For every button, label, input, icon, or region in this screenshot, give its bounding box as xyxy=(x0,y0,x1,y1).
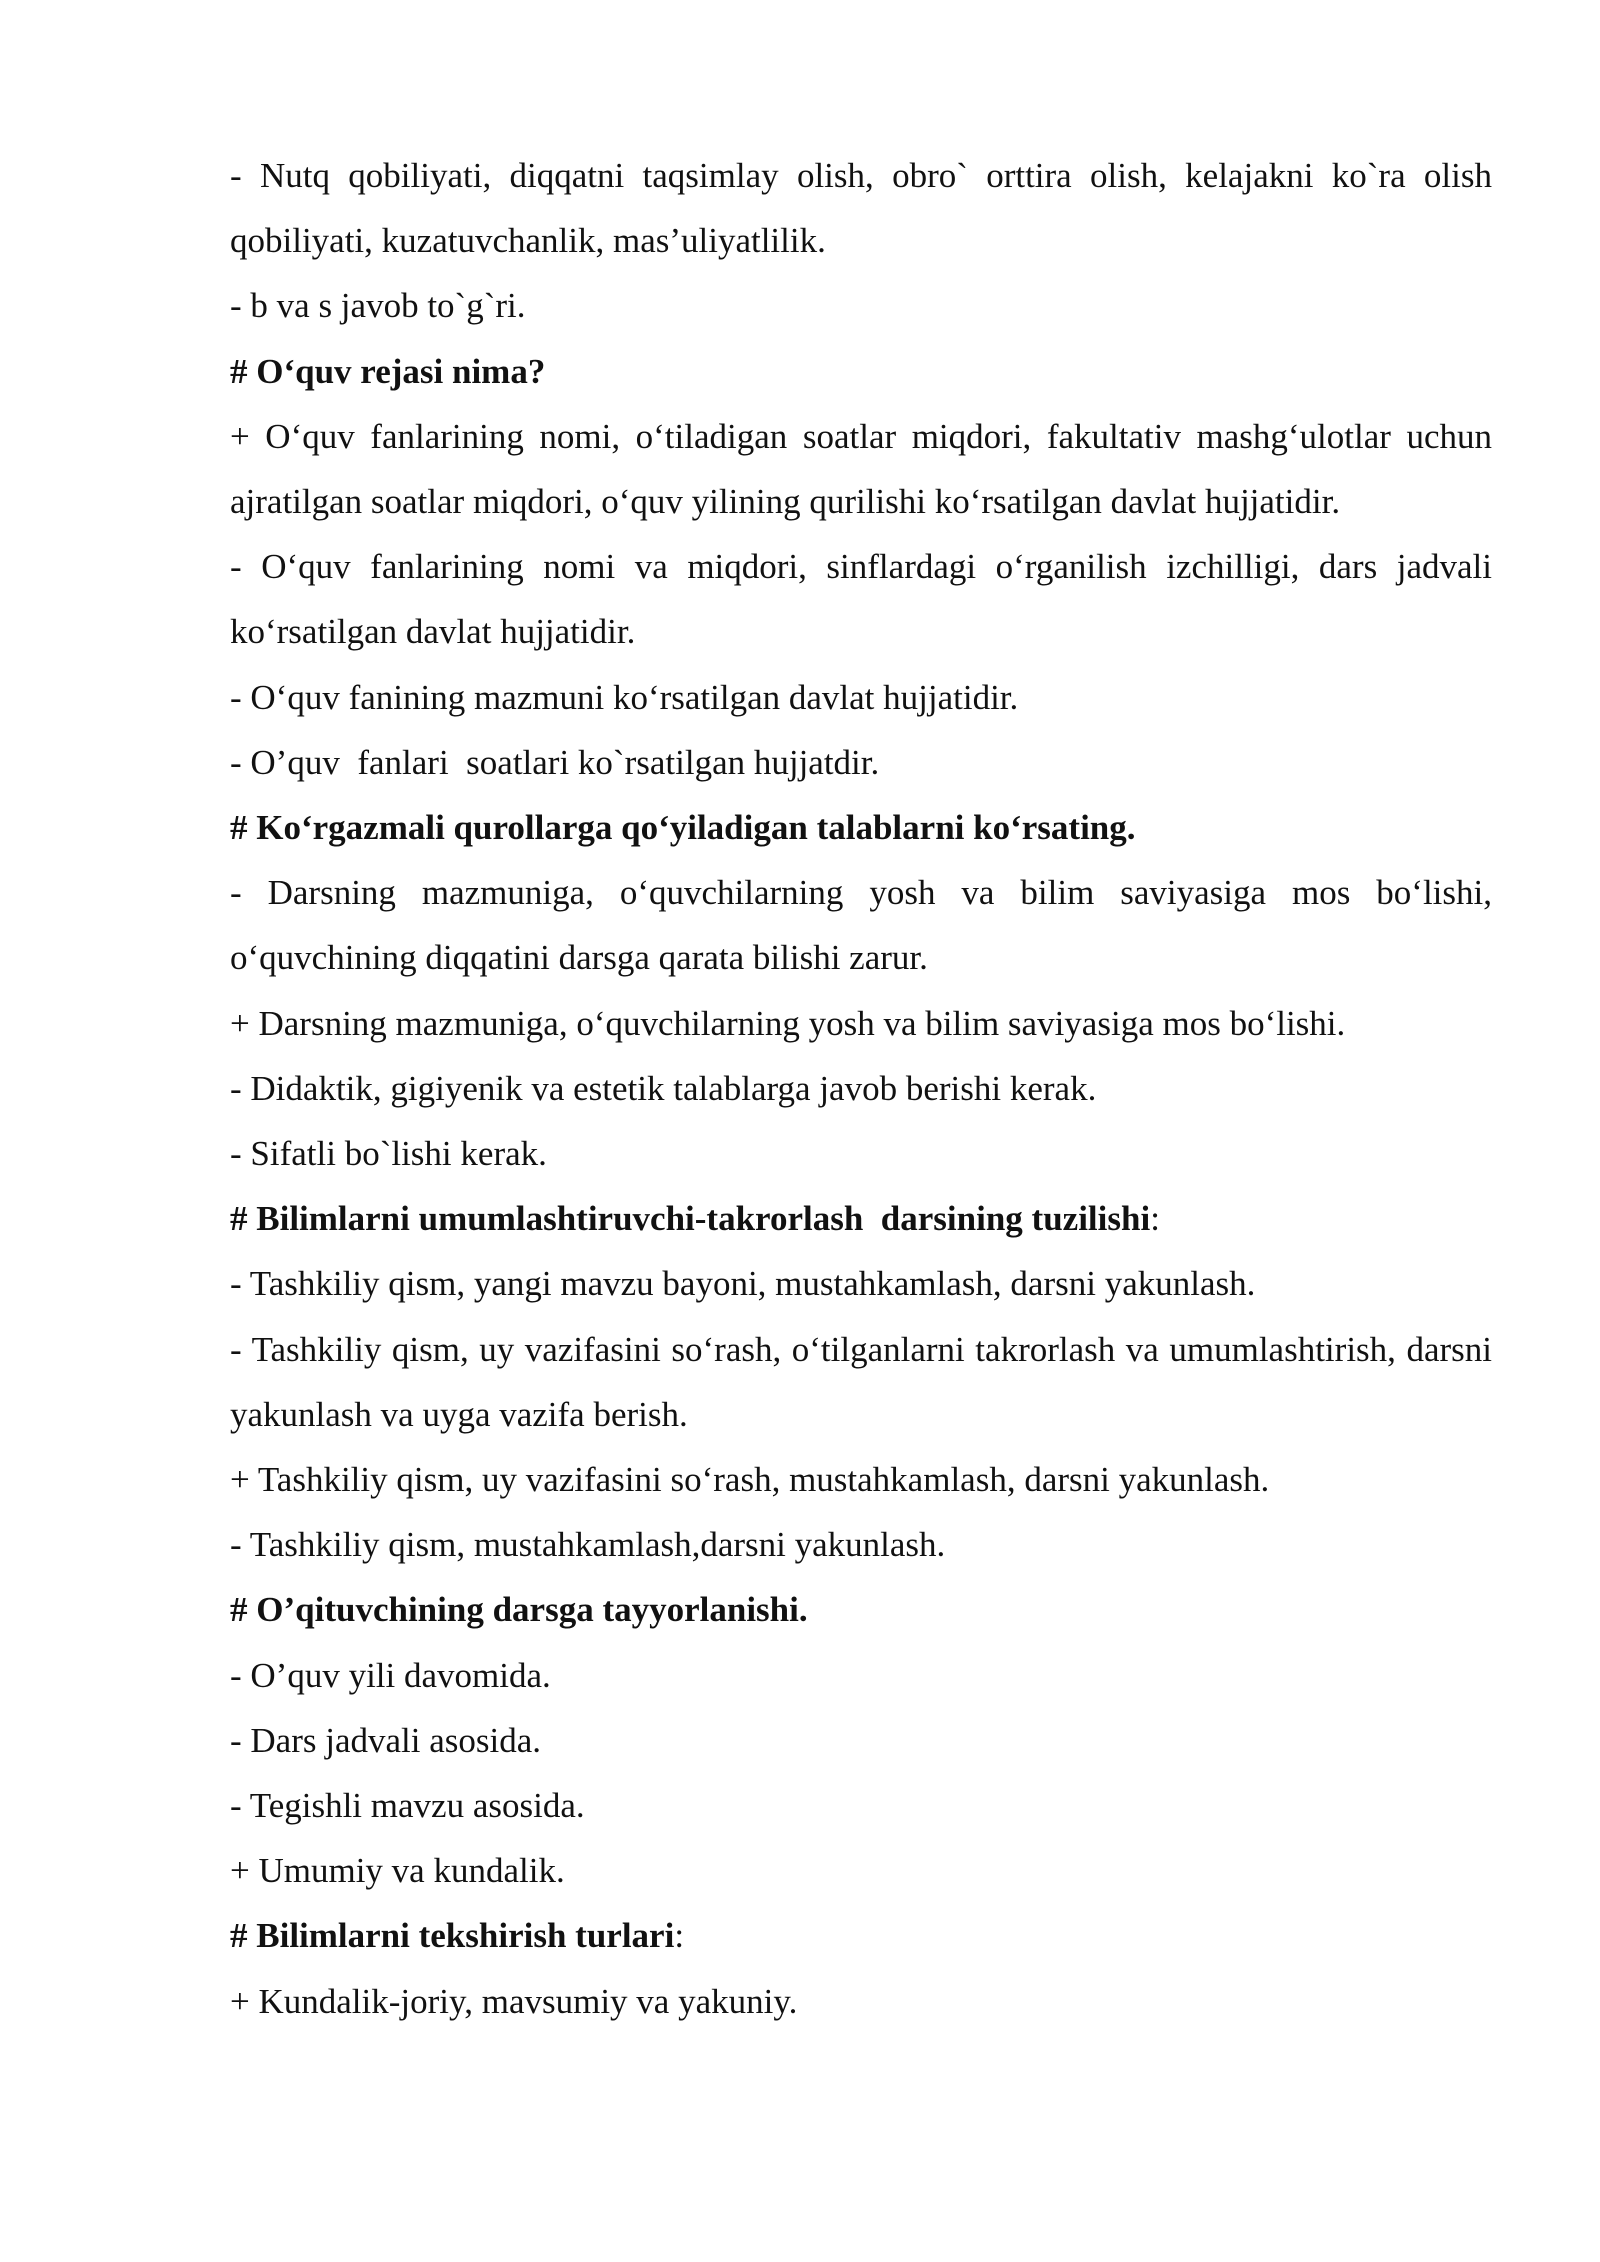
answer-option: - Tashkiliy qism, uy vazifasini so‘rash, o‘tilganlarni takrorlash va umumlashtirish, darsni yakunlash va uyga vazifa berish. xyxy=(230,1329,1501,1434)
answer-option: - O‘quv fanlarining nomi va miqdori, sinflardagi o‘rganilish izchilligi, dars jadvali ko‘rsatilgan davlat hujjatidir. xyxy=(230,547,1501,652)
question-heading xyxy=(230,339,1492,404)
question-tail: : xyxy=(1150,1199,1160,1239)
answer-option: - Nutq qobiliyati, diqqatni taqsimlay olish, obro` orttira olish, kelajakni ko`ra olish qobiliyati, kuzatuvchanlik, mas’uliyatlilik. xyxy=(230,156,1501,261)
question-text: # O‘quv rejasi nima? xyxy=(230,351,546,391)
question-heading xyxy=(230,1903,1492,1968)
answer-option: - Tashkiliy qism, mustahkamlash,darsni yakunlash. xyxy=(230,1525,946,1565)
answer-option: + Darsning mazmuniga, o‘quvchilarning yosh va bilim saviyasiga mos bo‘lishi. xyxy=(230,1003,1346,1043)
answer-option: + O‘quv fanlarining nomi, o‘tiladigan soatlar miqdori, fakultativ mashg‘ulotlar uchun ajratilgan soatlar miqdori, o‘quv yilining qurilishi ko‘rsatilgan davlat hujjatidir. xyxy=(230,416,1501,522)
document-page xyxy=(230,143,1501,2034)
answer-option: - O’quv yili davomida. xyxy=(230,1655,551,1695)
answer-option: - Didaktik, gigiyenik va estetik talablarga javob berishi kerak. xyxy=(230,1068,1097,1108)
question-heading xyxy=(230,1577,1492,1642)
answer-option: - Darsning mazmuniga, o‘quvchilarning yosh va bilim saviyasiga mos bo‘lishi, o‘quvchining diqqatini darsga qarata bilishi zarur. xyxy=(230,873,1501,978)
answer-option: - Sifatli bo`lishi kerak. xyxy=(230,1134,547,1174)
answer-option: - O’quv fanlari soatlari ko`rsatilgan hujjatdir. xyxy=(230,742,880,782)
answer-option: - Tegishli mavzu asosida. xyxy=(230,1786,585,1826)
answer-option: - Tashkiliy qism, yangi mavzu bayoni, mustahkamlash, darsni yakunlash. xyxy=(230,1264,1256,1304)
answer-option: - O‘quv fanining mazmuni ko‘rsatilgan davlat hujjatidir. xyxy=(230,677,1019,717)
answer-option: + Umumiy va kundalik. xyxy=(230,1851,565,1891)
answer-option: - Dars jadvali asosida. xyxy=(230,1720,542,1760)
question-text: # Bilimlarni umumlashtiruvchi-takrorlash darsining tuzilishi xyxy=(230,1199,1151,1239)
question-text: # Bilimlarni tekshirish turlari xyxy=(230,1916,675,1956)
question-text: # Ko‘rgazmali qurollarga qo‘yiladigan talablarni ko‘rsating. xyxy=(230,808,1136,848)
question-text: # O’qituvchining darsga tayyorlanishi. xyxy=(230,1590,808,1630)
answer-option: - b va s javob to`g`ri. xyxy=(230,286,526,326)
question-heading xyxy=(230,1186,1492,1251)
answer-option: + Tashkiliy qism, uy vazifasini so‘rash, mustahkamlash, darsni yakunlash. xyxy=(230,1460,1270,1500)
answer-option: + Kundalik-joriy, mavsumiy va yakuniy. xyxy=(230,1981,798,2021)
question-tail: : xyxy=(674,1916,685,1956)
question-heading xyxy=(230,795,1492,860)
